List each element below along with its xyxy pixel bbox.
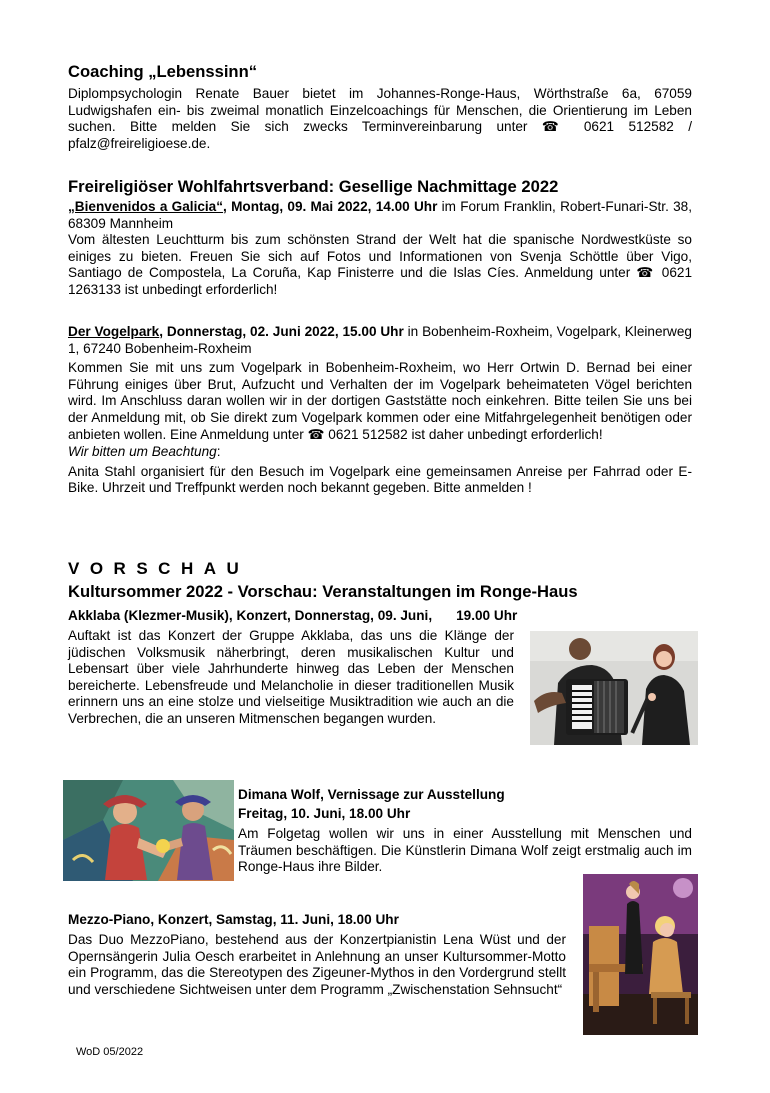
mezzo-block [68,910,566,998]
event2-phone: 0621 512582 [324,426,408,442]
coaching-text-1: Diplompsychologin Renate Bauer bietet im Johannes-Ronge-Haus, Wörthstraße 6a, 67059 Ludwigshafen ein- bis zweimal monatlich Einzelcoachings für Menschen, die Orientierung im Leben suchen. Bitte melden Sie sich zwecks Terminvereinbarung unter [68,86,692,135]
wohlfahrt-title: Freireligiöser Wohlfahrtsverband: Gesellige Nachmittage 2022 [68,177,559,196]
event2-note-label [68,444,692,461]
dimana-text: Am Folgetag wollen wir uns in einer Ausstellung mit Menschen und Träumen beschäftigen. Die Künstlerin Dimana Wolf zeigt erstmalig auch im Ronge-Haus ihre Bilder. [238,826,692,875]
wohlfahrt-section [68,177,692,299]
event1-name: „Bienvenidos a Galicia“ [68,199,224,214]
coaching-text [68,86,692,152]
event2-header [68,324,692,357]
mezzo-text: Das Duo MezzoPiano, bestehend aus der Konzertpianistin Lena Wüst und der Opernsängerin Julia Oesch erarbeitet in Anlehnung an unser Kultursommer-Motto ein Programm, das die Stereotypen des Zigeuner-Mythos in den Vordergrund stellt und verschiedene Sichtweisen unter dem Programm „Zwischenstation Sehnsucht“ [68,932,566,997]
dimana-date: Freitag, 10. Juni, 18.00 Uhr [238,806,411,821]
event2-name: Der Vogelpark [68,324,160,339]
coaching-section [68,62,692,152]
akklaba-heading-row [68,608,692,625]
event2-text-2: ist daher unbedingt erforderlich! [407,426,603,442]
event2-note-colon: : [216,444,221,460]
event1-when: , Montag, 09. Mai 2022, 14.00 Uhr [223,199,438,214]
akklaba-photo [530,631,698,745]
akklaba-text-block [68,628,514,728]
vorschau-label: VORSCHAU [68,559,250,578]
dimana-heading: Dimana Wolf, Vernissage zur Ausstellung [238,787,505,802]
event1-text-2: ist unbedingt erforderlich! [120,281,278,297]
event1-phone: 0621 1263133 [68,265,693,297]
event2-text [68,360,692,443]
vorschau-section [68,559,692,602]
event2-note-label-text: Wir bitten um Beachtung [68,444,217,460]
coaching-contact: 0621 512582 / pfalz@freireligioese.de. [68,119,693,151]
dimana-block [238,785,692,876]
dimana-painting [63,780,234,881]
vorschau-title: Kultursommer 2022 - Vorschau: Veranstaltungen im Ronge-Haus [68,582,578,601]
mezzo-heading: Mezzo-Piano, Konzert, Samstag, 11. Juni, 18.00 Uhr [68,912,399,927]
event1-text [68,232,692,298]
akklaba-text: Auftakt ist das Konzert der Gruppe Akklaba, das uns die Klänge der jüdischen Volksmusik näherbringt, deren musikalischen Kultur und Lebensart über viele Jahrhunderte hinweg das Leben der Menschen bereicherte. Lebensfreude und Melancholie in dieser traditionellen Musik erinnern uns an eine stolze und vielseitige Musiktradition wie auch an die Verbrechen, die an unseren Mitmenschen begangen wurden. [68,628,514,726]
event2-text-1: Kommen Sie mit uns zum Vogelpark in Bobenheim-Roxheim, wo Herr Ortwin D. Bernad bei einer Führung einiges über Brut, Aufzucht und Verhalten der im Vogelpark beheimateten Vögel berichten wird. Im Anschluss daran wollen wir in der dortigen Gaststätte noch einkehren. Bitte teilen Sie uns bei der Anmeldung mit, ob Sie direkt zum Vogelpark kommen oder eine Mitfahrgelegenheit benötigen oder anbieten wollen. Eine Anmeldung unter [68,360,692,442]
event2-note-text: Anita Stahl organisiert für den Besuch im Vogelpark eine gemeinsamen Anreise per Fahrrad oder E-Bike. Uhrzeit und Treffpunkt werden noch bekannt gegeben. Bitte anmelden ! [68,463,692,496]
mezzo-photo [583,874,698,1035]
event1-where: im Forum Franklin, Robert-Funari-Str. 38, 68309 Mannheim [68,199,692,231]
event2-section [68,324,692,497]
phone-icon: ☎ [541,119,570,135]
event2-when: , Donnerstag, 02. Juni 2022, 15.00 Uhr [159,324,404,339]
event2-where: in Bobenheim-Roxheim, Vogelpark, Kleinerweg 1, 67240 Bobenheim-Roxheim [68,324,692,356]
phone-icon: ☎ [636,265,656,281]
phone-icon: ☎ [307,426,325,442]
coaching-title: Coaching „Lebenssinn“ [68,62,258,81]
event1-text-1: Vom ältesten Leuchtturm bis zum schönsten Strand der Welt hat die spanische Nordwestküste so einiges zu bieten. Freuen Sie sich auf Fotos und Informationen von Svenja Schöttle über Vigo, Santiago de Compostela, La Coruña, Kap Finisterre und die Islas Cíes. Anmeldung unter [68,232,692,281]
akklaba-time: 19.00 Uhr [456,608,518,623]
akklaba-heading: Akklaba (Klezmer-Musik), Konzert, Donnerstag, 09. Juni, [68,608,433,623]
akklaba-heading-line [68,608,692,625]
event1-header [68,199,692,232]
footer-text: WoD 05/2022 [76,1046,144,1058]
